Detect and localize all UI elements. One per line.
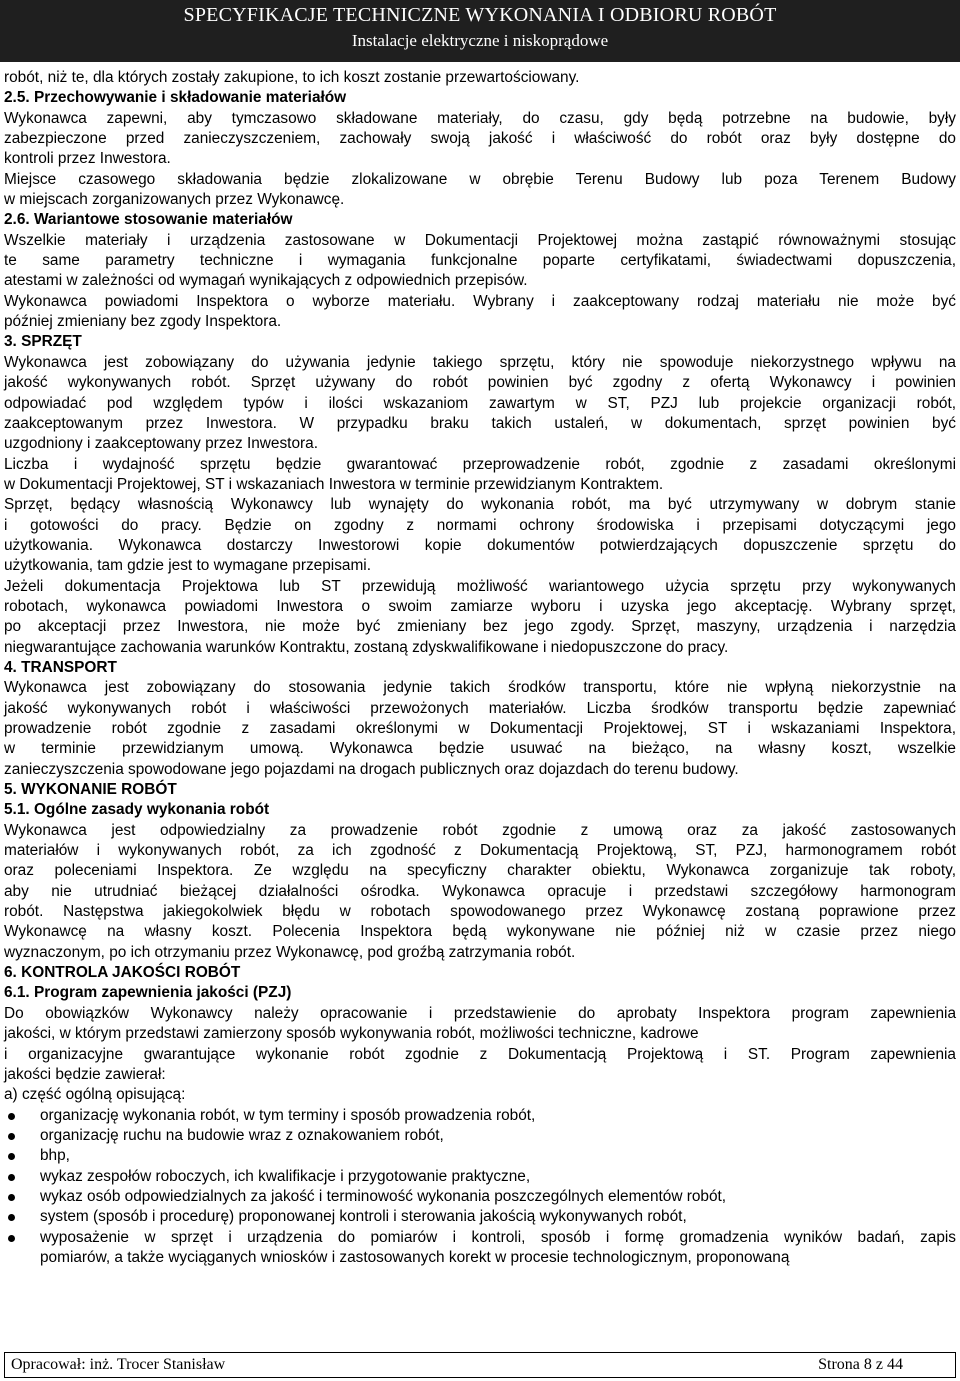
text-line: po akceptacji przez Inwestora, nie może być zmieniany bez jego zgody. Sprzęt, maszyny, urządzenia i narzędzia [4,618,956,636]
footer-author: Opracował: inż. Trocer Stanisław [11,1356,226,1373]
text-line: Jeżeli dokumentacja Projektowa lub ST przewidują możliwość wariantowego użycia sprzętu przy wykonywanych [4,577,956,595]
text-line: Wykonawcę na własny koszt. Polecenia Inspektora będą wykonywane nie później niż w czasie przez niego [4,923,956,941]
list-item [4,1228,956,1248]
text-line: zanieczyszczenia spowodowane jego pojazdami na drogach publicznych oraz dojazdach do terenu budowy. [4,760,739,778]
text-line: jakości będzie zawierał: [4,1065,166,1083]
bullet-list [4,1106,956,1269]
list-item-text: pomiarów, a także wyciąganych wniosków i zastosowanych korekt w procesie technologicznym, proponowaną [40,1248,790,1266]
bullet-icon [8,1214,15,1221]
text-line: w miejscach zorganizowanych przez Wykonawcę. [4,191,345,209]
document-subtitle: Instalacje elektryczne i niskoprądowe [351,31,609,50]
list-item-text: organizację wykonania robót, w tym terminy i sposób prowadzenia robót, [40,1106,536,1124]
list-item-text: wykaz osób odpowiedzialnych za jakość i terminowość wykonania poszczególnych elementów robót, [40,1187,727,1205]
list-item [4,1187,956,1207]
section-heading: 2.6. Wariantowe stosowanie materiałów [4,211,293,229]
text-line: zabezpieczone przed zanieczyszczeniem, zachowały swoją jakość i właściwość do robót oraz były dostępne do [4,130,956,148]
text-line: Wykonawca jest zobowiązany do stosowania jedynie takich środków transportu, które nie wpłyną niekorzystnie na [4,679,956,697]
text-line: a) część ogólną opisującą: [4,1086,186,1104]
text-line: niegwarantujące zachowania warunków Kontraktu, zostaną zdyskwalifikowane i niedopuszczone do pracy. [4,638,729,656]
section-heading: 5. WYKONANIE ROBÓT [4,781,177,799]
text-line: robót, niż te, dla których zostały zakupione, to ich koszt zostanie przewartościowany. [4,69,580,86]
text-line: Liczba i wydajność sprzętu będzie gwarantować przeprowadzenie robót, zgodnie z zasadami określonymi [4,455,956,473]
list-item-text: wyposażenie w sprzęt i urządzenia do pomiarów i kontroli, sposób i formę gromadzenia wyników badań, zapis [40,1228,956,1246]
text-line: jakość wykonywanych robót. Sprzęt używany do robót powinien być zgodny z ofertą Wykonawcy i powinien [4,374,956,392]
list-item-text: wykaz zespołów roboczych, ich kwalifikacje i przygotowanie praktyczne, [40,1167,531,1185]
text-line: użytkowania, tam gdzie jest to wymagane przepisami. [4,557,371,575]
text-line: wyznaczonym, po ich otrzymaniu przez Wykonawcę, pod groźbą zatrzymania robót. [4,943,576,961]
text-line: robotach, wykonawca powiadomi Inwestora o swoim zamiarze wyboru i uzyska jego akceptację. Wybrany sprzęt, [4,597,956,615]
bullet-icon [8,1153,15,1160]
text-line: Miejsce czasowego składowania będzie zlokalizowane w obrębie Terenu Budowy lub poza Terenem Budowy [4,170,956,188]
text-line: w terminie przewidzianym umową. Wykonawca będzie usuwać na bieżąco, na własny koszt, wszelkie [4,740,956,758]
section-heading: 6. KONTROLA JAKOŚCI ROBÓT [4,964,241,982]
document-body [4,68,956,1268]
text-line: Wszelkie materiały i urządzenia zastosowane w Dokumentacji Projektowej można zastąpić równoważnymi stosując [4,231,956,249]
section-heading: 3. SPRZĘT [4,333,82,351]
page-number: Strona 8 z 44 [818,1356,903,1373]
bullet-icon [8,1235,15,1242]
list-item [4,1126,956,1146]
text-line: zaakceptowanym przez Inwestora. W przypadku braku takich ustaleń, w dokumentach, sprzęt powinien być [4,414,956,432]
text-line: materiałów i wykonywanych robót, za ich zgodność z Dokumentacją Projektową, ST, PZJ, harmonogramem robót [4,842,956,860]
text-line: aby nie utrudniać bieżącej działalności ośrodka. Wykonawca opracuje i przedstawi szczegółowy harmonogram [4,882,956,900]
list-item [4,1146,956,1166]
text-line: i gotowości do pracy. Będzie on zgodny z normami ochrony środowiska i przepisami dotyczącymi jego [4,516,956,534]
list-item [4,1106,956,1126]
bullet-icon [8,1113,15,1120]
text-line: Wykonawca powiadomi Inspektora o wyborze materiału. Wybrany i zaakceptowany rodzaj materiału nie może być [4,292,956,310]
document-title: SPECYFIKACJE TECHNICZNE WYKONANIA I ODBIORU ROBÓT [183,4,777,26]
section-heading: 2.5. Przechowywanie i składowanie materiałów [4,89,347,107]
text-line: użytkowania. Wykonawca dostarczy Inwestorowi kopie dokumentów potwierdzających dopuszczenie sprzętu do [4,536,956,554]
list-item [4,1167,956,1187]
text-line: w Dokumentacji Projektowej, ST i wskazaniach Inwestora w terminie przewidzianym Kontraktem. [4,475,664,493]
text-line: prowadzenie robót zgodnie z zasadami określonymi w Dokumentacji Projektowej, ST i wskazaniami Inspektora, [4,720,956,737]
text-line: Wykonawca jest zobowiązany do używania jedynie takiego sprzętu, który nie spowoduje niekorzystnego wpływu na [4,353,956,371]
page-header [0,0,960,62]
bullet-icon [8,1133,15,1140]
text-line: te same parametry techniczne i wymagania funkcjonalne poparte certyfikatami, świadectwami dopuszczenia, [4,252,956,270]
bullet-icon [8,1174,15,1181]
section-heading: 4. TRANSPORT [4,658,117,676]
text-line: oraz poleceniami Inspektora. Ze względu na specyficzny charakter obiektu, Wykonawca zorganizuje tak roboty, [4,862,956,880]
list-item-text: system (sposób i procedurę) proponowanej kontroli i sterowania jakością wykonywanych robót, [40,1208,687,1226]
text-line: kontroli przez Inwestora. [4,150,171,168]
text-line: jakość wykonywanych robót i właściwości przewożonych materiałów. Liczba środków transportu będzie zapewniać [4,699,956,717]
list-item [4,1207,956,1227]
text-line: atestami w zależności od wymagań wynikających z odpowiednich przepisów. [4,272,528,290]
bullet-icon [8,1194,15,1201]
text-line: później zmieniany bez zgody Inspektora. [4,313,282,331]
text-line: i organizacyjne gwarantujące wykonanie robót zgodnie z Dokumentacją Projektową i ST. Program zapewnienia [4,1045,956,1063]
page-footer [4,1352,956,1378]
text-line: jakości, w którym przedstawi zamierzony sposób wykonywania robót, możliwości techniczne, kadrowe [4,1025,699,1043]
text-line: Do obowiązków Wykonawcy należy opracowanie i przedstawienie do aprobaty Inspektora program zapewnienia [4,1004,956,1022]
section-heading: 6.1. Program zapewnienia jakości (PZJ) [4,984,292,1002]
list-item-continuation [4,1248,956,1268]
text-line: uzgodniony i zaakceptowany przez Inwestora. [4,435,318,453]
text-line: Sprzęt, będący własnością Wykonawcy lub wynajęty do wykonania robót, ma być utrzymywany w dobrym stanie [4,496,956,514]
text-line: Wykonawca zapewni, aby tymczasowo składowane materiały, do czasu, gdy będą potrzebne na budowie, były [4,109,956,127]
section-heading: 5.1. Ogólne zasady wykonania robót [4,801,270,819]
list-item-text: bhp, [40,1147,70,1165]
text-line: Wykonawca jest odpowiedzialny za prowadzenie robót zgodnie z umową oraz za jakość zastosowanych [4,821,956,839]
text-line: robót. Następstwa jakiegokolwiek błędu w robotach spowodowanego przez Wykonawcę zostaną poprawione przez [4,903,956,921]
list-item-text: organizację ruchu na budowie wraz z oznakowaniem robót, [40,1126,444,1144]
text-line: odpowiadać pod względem typów i ilości wskazaniom zawartym w ST, PZJ lub projekcie organizacji robót, [4,394,956,412]
